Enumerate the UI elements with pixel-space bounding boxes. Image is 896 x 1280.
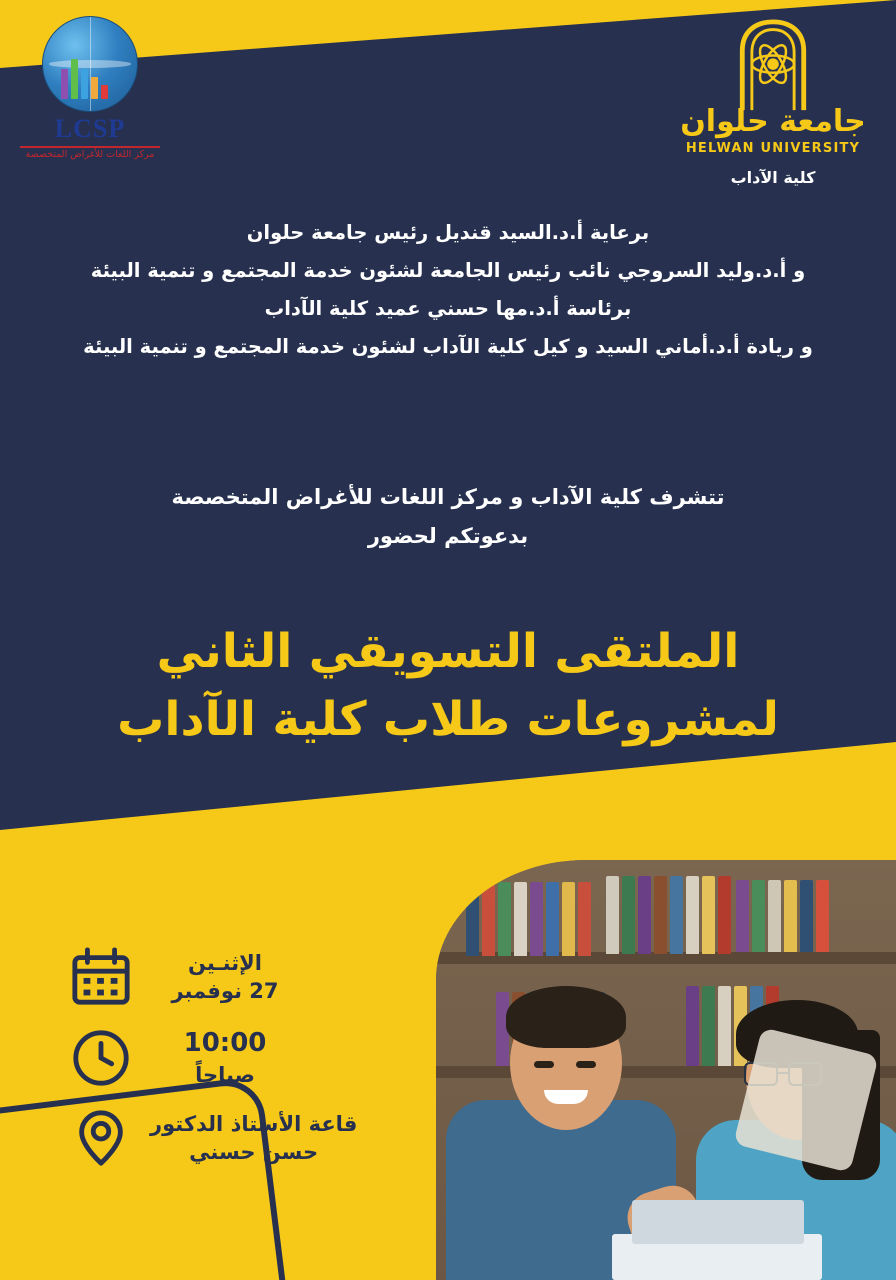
detail-text-time <box>150 1026 300 1089</box>
time-line-2: صباحاً <box>195 1063 255 1088</box>
event-title-line-2: لمشروعات طلاب كلية الآداب <box>117 692 779 748</box>
detail-row-time <box>70 1026 370 1089</box>
detail-row-location <box>70 1107 370 1169</box>
detail-text-location <box>150 1110 357 1167</box>
university-name-english: HELWAN UNIVERSITY <box>685 141 861 156</box>
location-line-1: قاعة الأستاذ الدكتور <box>150 1112 358 1137</box>
credits-block <box>0 214 896 366</box>
helwan-university-logo <box>668 18 878 187</box>
invitation-block <box>0 478 896 556</box>
invitation-line-2: بدعوتكم لحضور <box>367 523 529 548</box>
credit-line-2: و أ.د.وليد السروجي نائب رئيس الجامعة لشئون خدمة المجتمع و تنمية البيئة <box>90 259 806 283</box>
time-line-1: 10:00 <box>183 1028 267 1058</box>
detail-text-date <box>150 949 300 1006</box>
event-details <box>70 946 370 1187</box>
credit-line-1: برعاية أ.د.السيد قنديل رئيس جامعة حلوان <box>246 221 650 244</box>
event-title-line-1: الملتقى التسويقي الثاني <box>156 624 740 679</box>
clock-icon <box>70 1027 132 1089</box>
event-title <box>0 618 896 754</box>
date-line-2: 27 نوفمبر <box>171 979 279 1003</box>
helwan-university-emblem-icon <box>725 18 821 114</box>
credit-line-3: برئاسة أ.د.مها حسني عميد كلية الآداب <box>264 297 632 321</box>
faculty-name: كلية الآداب <box>730 168 816 187</box>
student-male-hair <box>506 986 626 1048</box>
bar-chart-icon <box>61 53 108 99</box>
lcsp-title: LCSP <box>54 114 126 143</box>
location-pin-icon <box>70 1107 132 1169</box>
detail-row-date <box>70 946 370 1008</box>
lcsp-subtitle: مركز اللغات للأغراض المتخصصة <box>25 149 155 160</box>
students-in-library-photo <box>436 860 896 1280</box>
lcsp-divider <box>20 146 160 148</box>
globe-chart-icon <box>42 16 138 112</box>
students-photo <box>436 860 896 1280</box>
invitation-line-1: تتشرف كلية الآداب و مركز اللغات للأغراض المتخصصة <box>171 485 725 509</box>
lcsp-logo <box>10 16 170 160</box>
credit-line-4: و ريادة أ.د.أماني السيد و كيل كلية الآداب لشئون خدمة المجتمع و تنمية البيئة <box>83 335 813 359</box>
calendar-icon <box>70 946 132 1008</box>
university-name-arabic: جامعة حلوان <box>680 104 866 139</box>
date-line-1: الإثنـين <box>188 950 262 975</box>
location-line-2: حسن حسني <box>189 1140 319 1165</box>
